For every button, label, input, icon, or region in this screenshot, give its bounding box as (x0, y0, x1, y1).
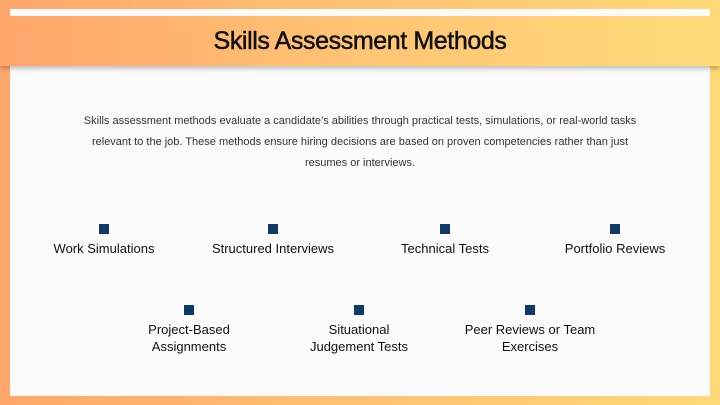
method-item-project-based-assignments (104, 305, 274, 355)
square-bullet-icon (525, 305, 535, 315)
method-item-structured-interviews (188, 224, 358, 257)
method-item-technical-tests (360, 224, 530, 257)
method-item-portfolio-reviews (530, 224, 700, 257)
method-label: Project-Based Assignments (148, 322, 230, 354)
method-label: Technical Tests (401, 241, 489, 256)
method-label: Situational Judgement Tests (309, 322, 409, 354)
method-item-peer-reviews (445, 305, 615, 355)
square-bullet-icon (610, 224, 620, 234)
method-label: Peer Reviews or Team Exercises (464, 322, 596, 354)
title-band (0, 16, 720, 66)
method-label: Structured Interviews (211, 241, 335, 256)
slide-title: Skills Assessment Methods (213, 26, 507, 55)
square-bullet-icon (440, 224, 450, 234)
method-label: Portfolio Reviews (564, 241, 666, 256)
method-item-situational-judgement-tests (274, 305, 444, 355)
square-bullet-icon (99, 224, 109, 234)
method-label: Work Simulations (53, 241, 155, 256)
square-bullet-icon (184, 305, 194, 315)
slide-description: Skills assessment methods evaluate a candidate’s abilities through practical tests, simulations, or real-world tasks relevant to the job. These methods ensure hiring decisions are based on proven competencies rather than just resumes or interviews. (83, 115, 637, 169)
square-bullet-icon (268, 224, 278, 234)
square-bullet-icon (354, 305, 364, 315)
method-item-work-simulations (19, 224, 189, 257)
